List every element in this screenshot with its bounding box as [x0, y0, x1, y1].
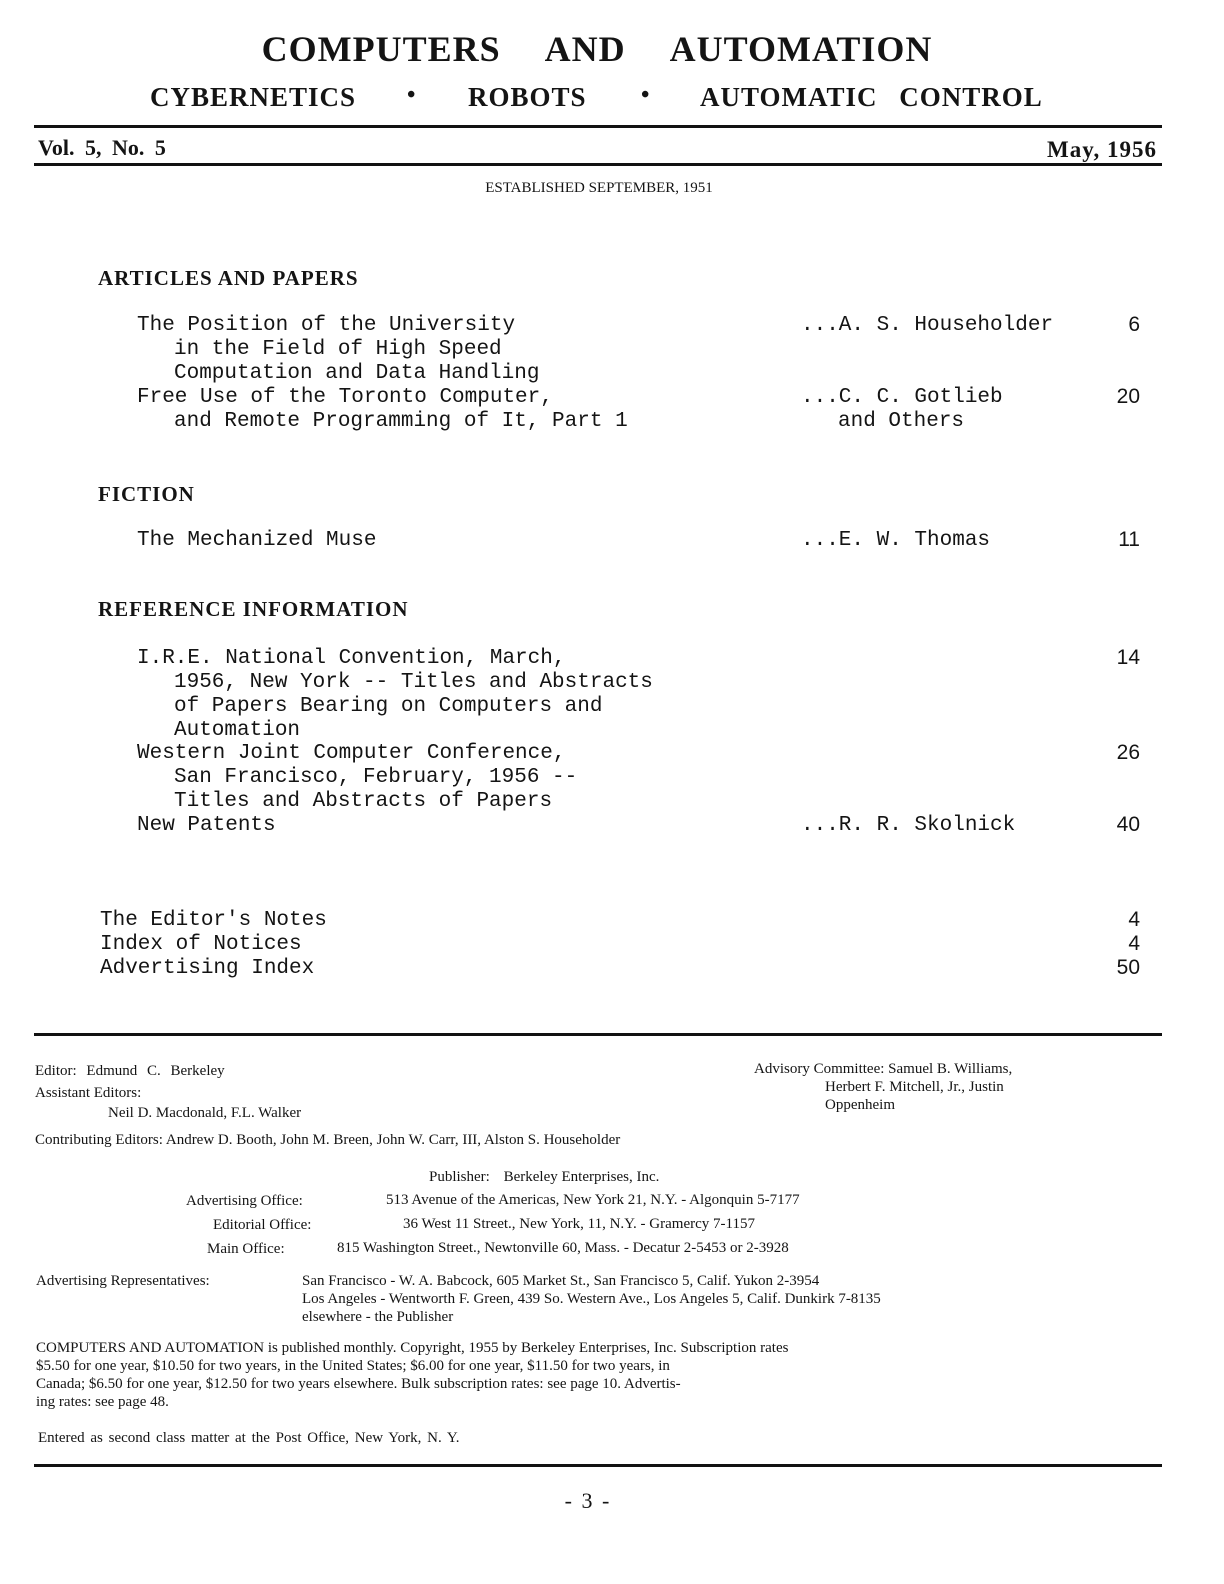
toc-entry-title: [137, 386, 628, 434]
contributing-editors: [35, 1131, 620, 1149]
toc-author-line: ...C. C. Gotlieb: [801, 386, 1003, 409]
advisory-line: Advisory Committee: Samuel B. Williams,: [754, 1061, 1013, 1077]
volume-number: Vol. 5, No. 5: [38, 135, 166, 160]
representatives-list: [302, 1272, 881, 1326]
section-heading-reference: REFERENCE INFORMATION: [98, 597, 409, 621]
toc-entry-title: The Mechanized Muse: [137, 529, 377, 552]
subscription-line: ing rates: see page 48.: [36, 1394, 169, 1410]
toc-misc-title: The Editor's Notes: [100, 909, 327, 932]
advisory-line: Herbert F. Mitchell, Jr., Justin: [825, 1079, 1004, 1095]
toc-entry-page: 6: [1128, 313, 1140, 336]
subtitle-robots: ROBOTS: [468, 82, 587, 112]
editorial-office-value: 36 West 11 Street., New York, 11, N.Y. - Gramercy 7-1157: [403, 1216, 755, 1232]
toc-author-line: and Others: [838, 410, 965, 433]
publisher-label: Publisher:: [429, 1169, 490, 1185]
toc-entry-page: 26: [1116, 741, 1140, 764]
toc-entry-author: ...R. R. Skolnick: [801, 814, 1016, 837]
assistant-editors-names: Neil D. Macdonald, F.L. Walker: [108, 1105, 302, 1121]
issue-date: May, 1956: [1047, 137, 1157, 162]
toc-title-line: Free Use of the Toronto Computer,: [137, 386, 553, 409]
second-class-notice: Entered as second class matter at the Post Office, New York, N. Y.: [38, 1430, 460, 1446]
toc-title-line: Titles and Abstracts of Papers: [174, 790, 553, 813]
page-number: - 3 -: [564, 1488, 610, 1513]
toc-entry-title: [137, 314, 539, 386]
toc-entry-title: New Patents: [137, 814, 276, 837]
toc-misc-page: 4: [1128, 908, 1140, 931]
toc-entry-page: 14: [1116, 646, 1140, 669]
toc-title-line: and Remote Programming of It, Part 1: [174, 410, 628, 433]
toc-title-line: in the Field of High Speed: [174, 338, 502, 361]
subtitle-automatic-control: AUTOMATIC CONTROL: [700, 82, 1043, 112]
toc-title-line: of Papers Bearing on Computers and: [174, 695, 603, 718]
section-heading-articles: ARTICLES AND PAPERS: [98, 266, 359, 290]
toc-title-line: 1956, New York -- Titles and Abstracts: [174, 671, 653, 694]
publisher-line: [429, 1168, 659, 1186]
subtitle-bullet: •: [407, 82, 416, 108]
toc-misc-page: 4: [1128, 932, 1140, 955]
representative-line: Los Angeles - Wentworth F. Green, 439 So. Western Ave., Los Angeles 5, Calif. Dunkirk 7-8135: [302, 1291, 881, 1307]
advisory-committee: [754, 1060, 1012, 1114]
editorial-office-label: Editorial Office:: [213, 1217, 312, 1233]
magazine-title: COMPUTERS AND AUTOMATION: [261, 29, 933, 69]
subscription-notice: [36, 1339, 1154, 1411]
footer-rule-top: [34, 1033, 1162, 1036]
header-rule-bottom: [34, 163, 1162, 166]
toc-misc-page: 50: [1116, 956, 1140, 979]
toc-entry-page: 40: [1116, 813, 1140, 836]
toc-entry-title: [137, 647, 653, 743]
subscription-line: Canada; $6.50 for one year, $12.50 for two years elsewhere. Bulk subscription rates: see page 10. Advertis-: [36, 1376, 681, 1392]
header-rule-top: [34, 125, 1162, 128]
toc-title-line: Western Joint Computer Conference,: [137, 742, 566, 765]
advisory-line: Oppenheim: [825, 1097, 895, 1113]
main-office-value: 815 Washington Street., Newtonville 60, Mass. - Decatur 2-5453 or 2-3928: [337, 1240, 789, 1256]
representatives-label: Advertising Representatives:: [36, 1273, 210, 1289]
subscription-line: COMPUTERS AND AUTOMATION is published monthly. Copyright, 1955 by Berkeley Enterprises, Inc. Subscription rates: [36, 1340, 789, 1356]
toc-entry-author: [801, 386, 1003, 434]
representative-line: elsewhere - the Publisher: [302, 1309, 454, 1325]
footer-rule-bottom: [34, 1464, 1162, 1467]
toc-entry-title: [137, 742, 577, 814]
advertising-office-value: 513 Avenue of the Americas, New York 21, N.Y. - Algonquin 5-7177: [386, 1192, 800, 1208]
advertising-office-label: Advertising Office:: [186, 1193, 303, 1209]
editor-label: Editor:: [35, 1063, 77, 1079]
toc-misc-title: Advertising Index: [100, 957, 315, 980]
subtitle-bullet: •: [641, 82, 650, 108]
toc-title-line: Automation: [174, 719, 301, 742]
editor-line: [35, 1062, 225, 1080]
toc-title-line: San Francisco, February, 1956 --: [174, 766, 578, 789]
toc-title-line: I.R.E. National Convention, March,: [137, 647, 566, 670]
toc-misc-title: Index of Notices: [100, 933, 302, 956]
publisher-name: Berkeley Enterprises, Inc.: [503, 1169, 660, 1185]
contributing-names: Andrew D. Booth, John M. Breen, John W. Carr, III, Alston S. Householder: [165, 1132, 621, 1148]
editor-name: Edmund C. Berkeley: [86, 1063, 225, 1079]
toc-entry-page: 20: [1116, 385, 1140, 408]
subscription-line: $5.50 for one year, $10.50 for two years, in the United States; $6.00 for one year, $11.50 for two years, in: [36, 1358, 670, 1374]
toc-entry-author: ...A. S. Householder: [801, 314, 1054, 337]
representative-line: San Francisco - W. A. Babcock, 605 Market St., San Francisco 5, Calif. Yukon 2-3954: [302, 1273, 820, 1289]
established-line: ESTABLISHED SEPTEMBER, 1951: [485, 180, 713, 196]
toc-title-line: Computation and Data Handling: [174, 362, 540, 385]
subtitle-cybernetics: CYBERNETICS: [150, 82, 357, 112]
toc-entry-author: ...E. W. Thomas: [801, 529, 991, 552]
assistant-editors-label: Assistant Editors:: [35, 1085, 142, 1101]
contributing-label: Contributing Editors:: [35, 1132, 163, 1148]
toc-title-line: The Position of the University: [137, 314, 516, 337]
toc-entry-page: 11: [1118, 528, 1140, 551]
section-heading-fiction: FICTION: [98, 482, 195, 506]
main-office-label: Main Office:: [207, 1241, 285, 1257]
